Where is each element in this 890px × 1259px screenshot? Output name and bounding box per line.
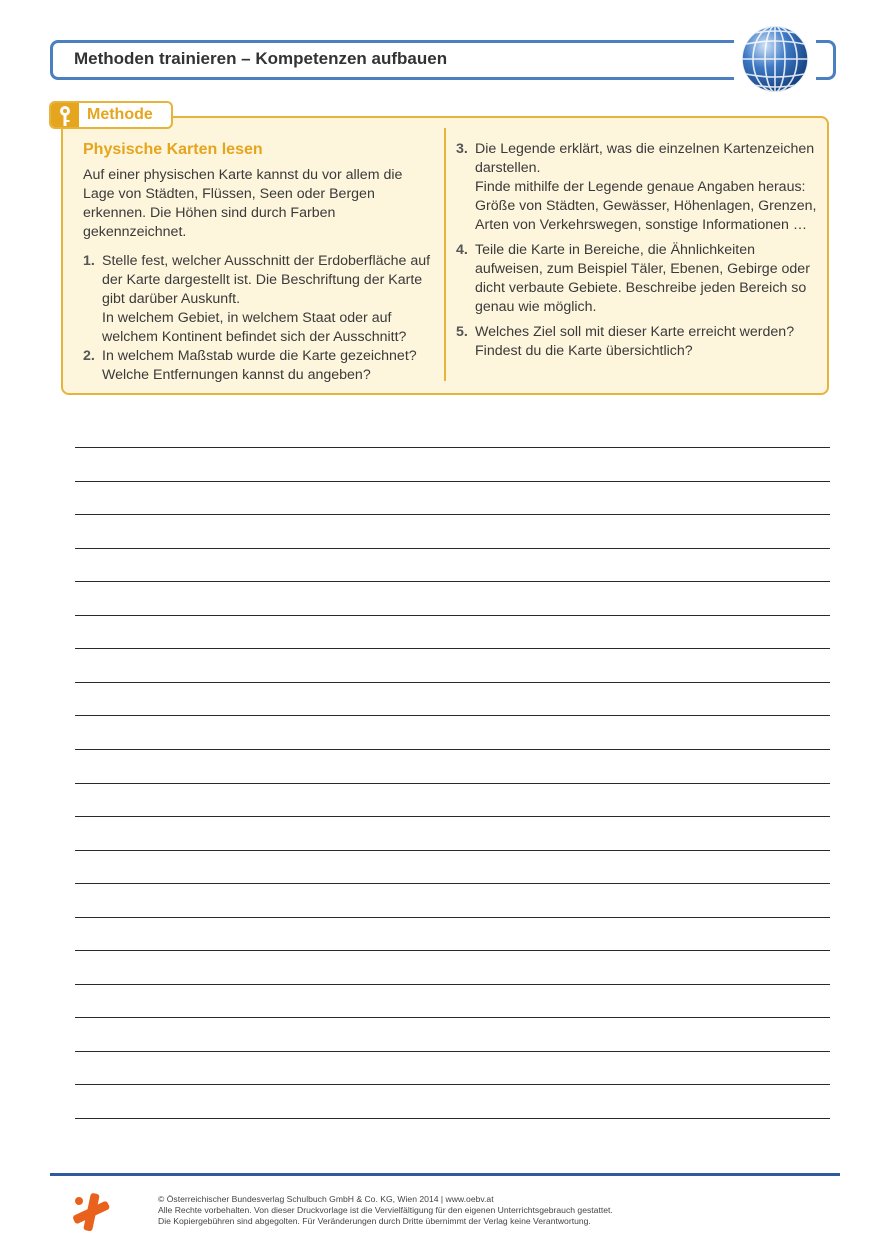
writing-line xyxy=(75,984,830,985)
step-text: In welchem Maßstab wurde die Karte gezeichnet? Welche Entfernungen kannst du angeben? xyxy=(102,348,417,383)
key-icon xyxy=(51,103,79,127)
writing-line xyxy=(75,1118,830,1119)
method-right-column xyxy=(456,140,818,361)
footer-bar xyxy=(50,1173,840,1176)
writing-line xyxy=(75,816,830,817)
step-number: 2. xyxy=(83,348,95,364)
writing-line xyxy=(75,682,830,683)
writing-line xyxy=(75,481,830,482)
writing-line xyxy=(75,1017,830,1018)
step-text: Welches Ziel soll mit dieser Karte erreicht werden? Findest du die Karte übersichtlich? xyxy=(475,324,795,359)
writing-line xyxy=(75,850,830,851)
step-3 xyxy=(456,140,818,235)
globe-icon xyxy=(734,22,816,96)
step-number: 3. xyxy=(456,141,468,157)
writing-line xyxy=(75,883,830,884)
writing-line xyxy=(75,581,830,582)
column-divider xyxy=(444,128,446,381)
writing-line xyxy=(75,447,830,448)
step-1 xyxy=(83,252,433,347)
step-text: Die Legende erklärt, was die einzelnen Kartenzeichen darstellen. xyxy=(475,141,815,176)
page-title: Methoden trainieren – Kompetenzen aufbauen xyxy=(74,49,448,68)
footer-copyright xyxy=(158,1194,613,1227)
step-text-continued: In welchem Gebiet, in welchem Staat oder auf welchem Kontinent befindet sich der Ausschnitt? xyxy=(102,310,407,345)
step-5 xyxy=(456,323,818,361)
step-text: Teile die Karte in Bereiche, die Ähnlichkeiten aufweisen, zum Beispiel Täler, Ebenen, Gebirge oder dicht verbaute Gebiete. Beschreibe jeden Bereich so genau wie möglich. xyxy=(475,242,810,315)
writing-line xyxy=(75,1084,830,1085)
writing-line xyxy=(75,548,830,549)
method-tab-label: Methode xyxy=(87,106,153,123)
method-left-column xyxy=(83,140,433,385)
footer-line-3: Die Kopiergebühren sind abgegolten. Für Veränderungen durch Dritte übernimmt der Verlag keine Verantwortung. xyxy=(158,1216,591,1226)
step-text: Stelle fest, welcher Ausschnitt der Erdoberfläche auf der Karte dargestellt ist. Die Beschriftung der Karte gibt darüber Auskunft. xyxy=(102,253,431,307)
step-2 xyxy=(83,347,433,385)
writing-line xyxy=(75,783,830,784)
publisher-logo-icon xyxy=(72,1193,110,1236)
footer-line-1: © Österreichischer Bundesverlag Schulbuch GmbH & Co. KG, Wien 2014 | www.oebv.at xyxy=(158,1194,494,1204)
step-number: 5. xyxy=(456,324,468,340)
writing-line xyxy=(75,514,830,515)
footer-line-2: Alle Rechte vorbehalten. Von dieser Druckvorlage ist die Vervielfältigung für den eigenen Unterrichtsgebrauch gestattet. xyxy=(158,1205,613,1215)
writing-line xyxy=(75,615,830,616)
writing-line xyxy=(75,1051,830,1052)
step-number: 4. xyxy=(456,242,468,258)
step-text-continued: Finde mithilfe der Legende genaue Angaben heraus: Größe von Städten, Gewässer, Höhenlagen, Grenzen, Arten von Verkehrswegen, sonstige Informationen … xyxy=(475,179,817,233)
writing-line xyxy=(75,917,830,918)
method-tab xyxy=(49,101,173,129)
step-4 xyxy=(456,241,818,317)
method-intro: Auf einer physischen Karte kannst du vor allem die Lage von Städten, Flüssen, Seen oder Bergen erkennen. Die Höhen sind durch Farben gekennzeichnet. xyxy=(83,167,403,240)
writing-line xyxy=(75,648,830,649)
step-number: 1. xyxy=(83,253,95,269)
writing-line xyxy=(75,950,830,951)
writing-line xyxy=(75,715,830,716)
method-heading: Physische Karten lesen xyxy=(83,141,263,158)
writing-line xyxy=(75,749,830,750)
